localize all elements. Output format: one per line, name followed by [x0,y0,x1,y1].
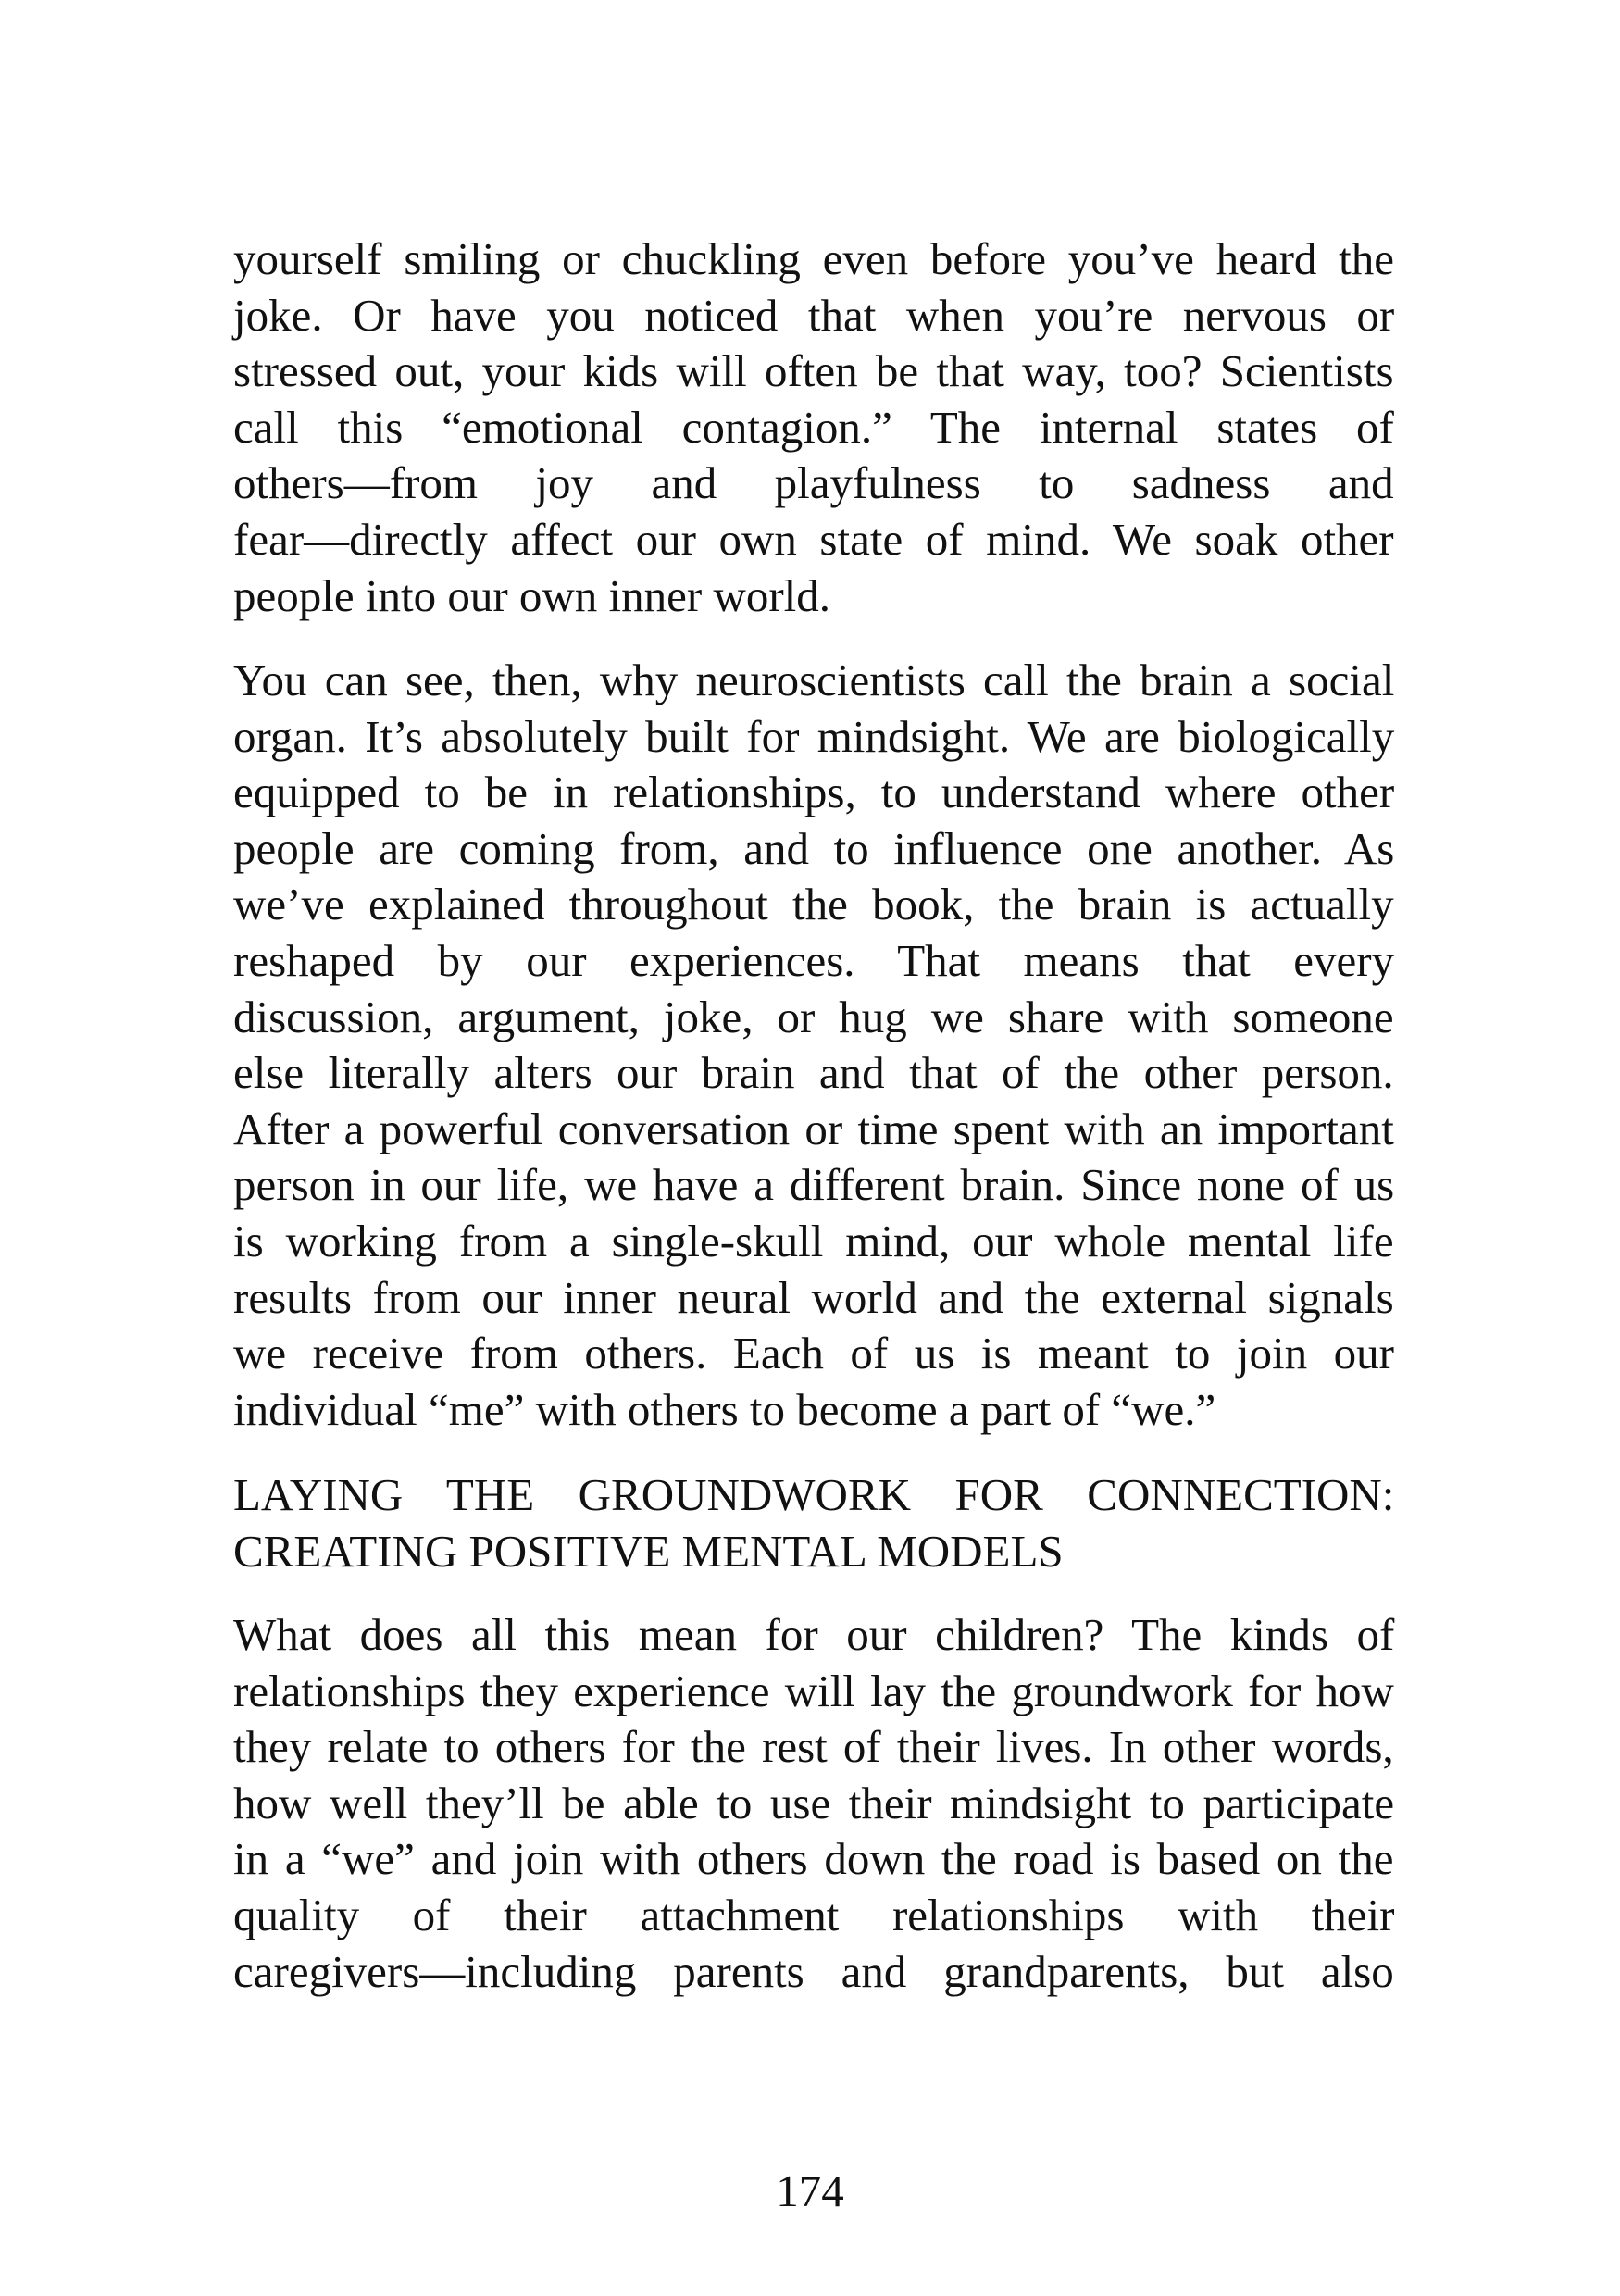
text-line: discussion, argument, joke, or hug we share with someone [233,991,1394,1042]
text-line: quality of their attachment relationships with their [233,1889,1395,1940]
text-line: else literally alters our brain and that of the other person. [233,1047,1394,1099]
heading-line: CREATING POSITIVE MENTAL MODELS [233,1525,1064,1577]
text-line: joke. Or have you noticed that when you’re nervous or [233,289,1395,341]
paragraph-emotional-contagion [233,231,1394,624]
text-line: how well they’ll be able to use their mindsight to participate [233,1777,1395,1828]
text-line: is working from a single-skull mind, our whole mental life [233,1215,1394,1267]
text-line: caregivers—including parents and grandparents, but also [233,1945,1394,1997]
text-line: in a “we” and join with others down the road is based on the [233,1833,1394,1885]
text-line: What does all this mean for our children? The kinds of [233,1609,1395,1660]
text-line: results from our inner neural world and the external signals [233,1271,1394,1323]
text-line: individual “me” with others to become a part of “we.” [233,1383,1216,1435]
paragraph-social-organ [233,653,1394,1438]
section-heading [233,1467,1394,1579]
text-line: we receive from others. Each of us is meant to join our [233,1328,1394,1379]
text-line: equipped to be in relationships, to understand where other [233,767,1395,818]
text-line: organ. It’s absolutely built for mindsight. We are biologically [233,710,1395,762]
text-line: relationships they experience will lay the groundwork for how [233,1665,1394,1716]
page-number: 174 [776,2165,844,2216]
text-line: people are coming from, and to influence one another. As [233,822,1395,874]
text-line: reshaped by our experiences. That means that every [233,934,1395,986]
text-line: we’ve explained throughout the book, the brain is actually [233,879,1394,930]
text-line: After a powerful conversation or time spent with an important [233,1103,1394,1154]
text-line: stressed out, your kids will often be that way, too? Scientists [233,345,1394,397]
text-line: people into our own inner world. [233,569,831,621]
heading-line: LAYING THE GROUNDWORK FOR CONNECTION: [233,1469,1395,1520]
text-line: fear—directly affect our own state of mind. We soak other [233,513,1394,565]
text-line: You can see, then, why neuroscientists call the brain a social [233,655,1395,705]
text-line: person in our life, we have a different brain. Since none of us [233,1159,1395,1211]
text-line: call this “emotional contagion.” The internal states of [233,401,1394,453]
text-line: yourself smiling or chuckling even before you’ve heard the [233,233,1395,284]
paragraph-children-relationships [233,1607,1394,2000]
text-line: they relate to others for the rest of their lives. In other words, [233,1721,1394,1773]
text-line: others—from joy and playfulness to sadness and [233,457,1394,509]
